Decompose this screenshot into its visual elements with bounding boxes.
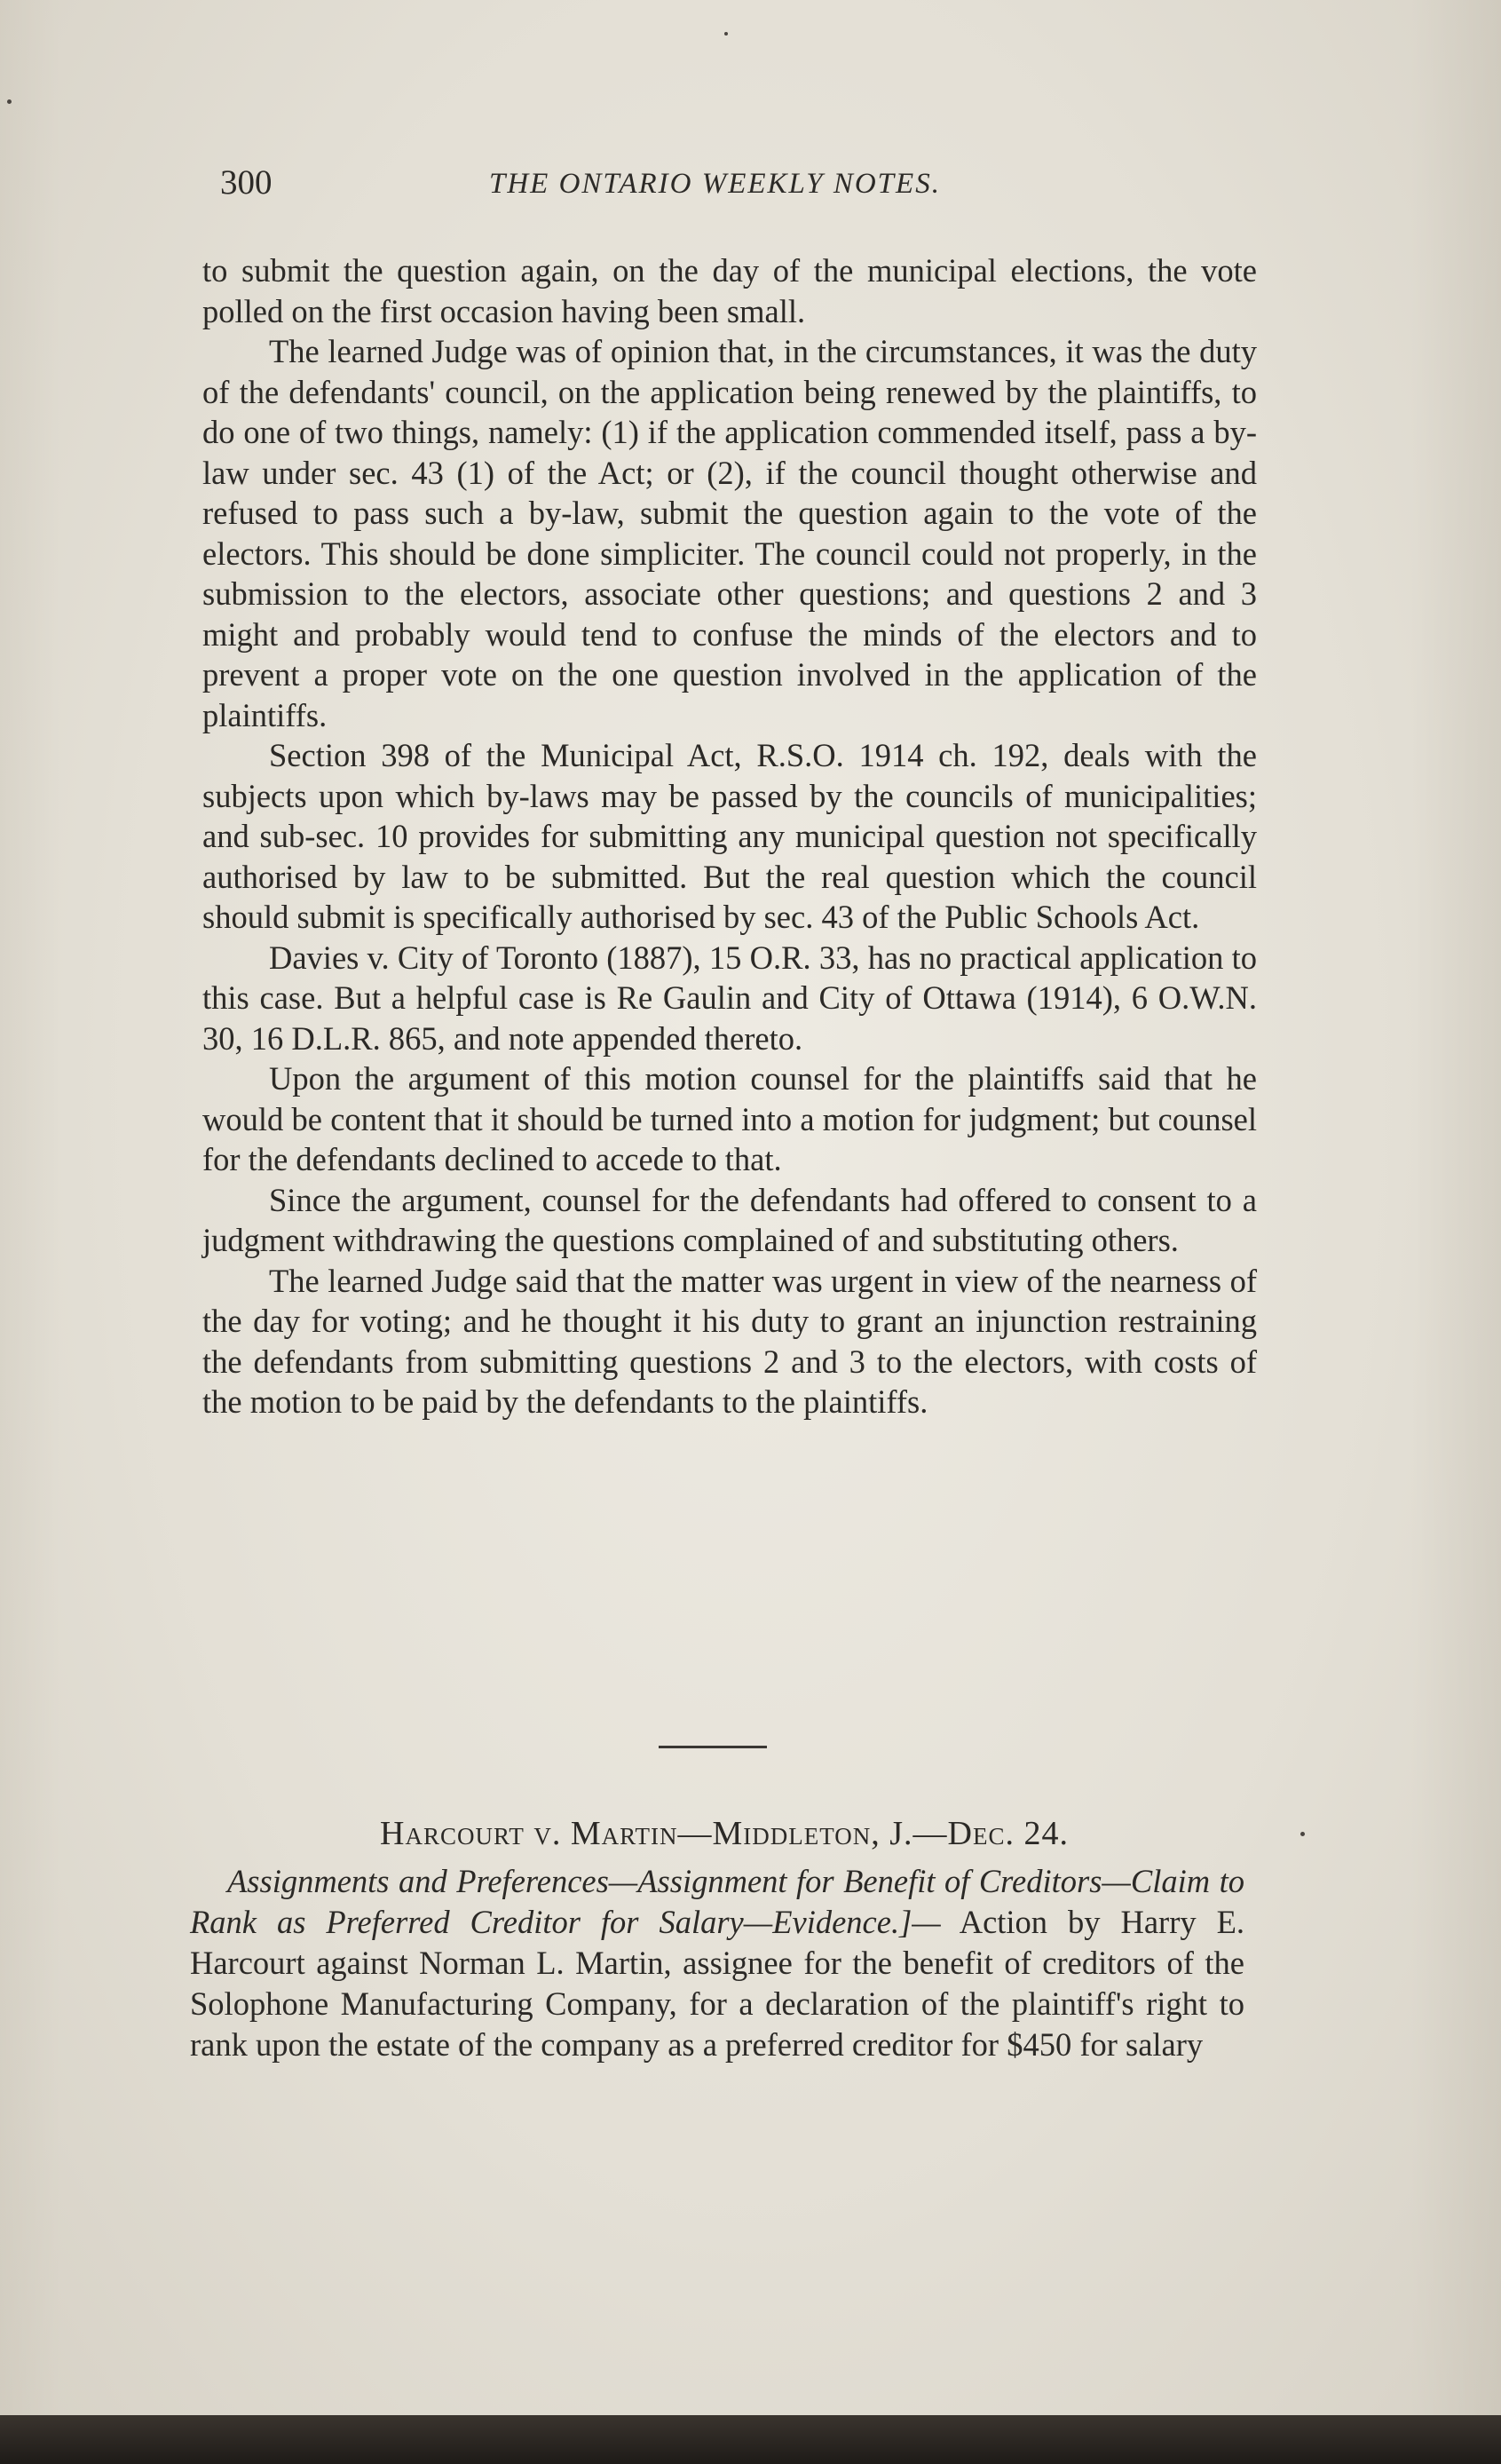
case-paragraph <box>190 1861 1244 2065</box>
paper-speck <box>724 32 728 36</box>
page-number: 300 <box>220 163 273 202</box>
paragraph: Upon the argument of this motion counsel for the plaintiffs said that he would be content that it should be turned into a motion for judgment; but counsel for the defendants declined to accede to that. <box>202 1060 1257 1177</box>
case-text: Action by Harry E. Harcourt against Norman L. Martin, assignee for the benefit of creditors of the Solophone Manufacturing Company, for a declaration of the plaintiff's right to rank upon the estate of the company as a preferred creditor for $450 for salary <box>190 1904 1244 2063</box>
paragraph: The learned Judge was of opinion that, in the circumstances, it was the duty of the defendants' council, on the application being renewed by the plaintiffs, to do one of two things, namely: (1) if the application commended itself, pass a by-law under sec. 43 (1) of the Act; or (2), if the council thought otherwise and refused to pass such a by-law, submit the question again to the vote of the electors. This should be done simpliciter. The council could not properly, in the submission to the electors, associate other questions; and questions 2 and 3 might and probably would tend to confuse the minds of the electors and to prevent a proper vote on the one question involved in the application of the plaintiffs. <box>202 333 1257 733</box>
body-text <box>202 250 1257 1422</box>
paragraph: Davies v. City of Toronto (1887), 15 O.R. 33, has no practical application to this case. But a helpful case is Re Gaulin and City of Ottawa (1914), 6 O.W.N. 30, 16 D.L.R. 865, and note appended thereto. <box>202 939 1257 1057</box>
running-title: THE ONTARIO WEEKLY NOTES. <box>489 168 941 200</box>
scan-border <box>0 2415 1501 2464</box>
paragraph: The learned Judge said that the matter was urgent in view of the nearness of the day for voting; and he thought it his duty to grant an injunction restraining the defendants from submitting questions 2 and 3 to the electors, with costs of the motion to be paid by the defendants to the plaintiffs. <box>202 1262 1257 1420</box>
page-header <box>220 162 1019 216</box>
case-summary <box>190 1861 1244 2065</box>
catchwords: Assignments and Preferences—Assignment for Benefit of Creditors—Claim to Rank as Preferred Creditor for Salary—Evidence.]— <box>190 1863 1244 1940</box>
case-heading: Harcourt v. Martin—Middleton, J.—Dec. 24. <box>380 1815 1069 1852</box>
paragraph: to submit the question again, on the day of the municipal elections, the vote polled on the first occasion having been small. <box>202 252 1257 329</box>
paragraph: Section 398 of the Municipal Act, R.S.O. 1914 ch. 192, deals with the subjects upon which by-laws may be passed by the councils of municipalities; and sub-sec. 10 provides for submitting any municipal question not specifically authorised by law to be submitted. But the real question which the council should submit is specifically authorised by sec. 43 of the Public Schools Act. <box>202 737 1257 935</box>
section-divider <box>659 1746 767 1748</box>
paper-speck <box>7 99 12 104</box>
paper-speck <box>1300 1832 1305 1836</box>
paragraph: Since the argument, counsel for the defendants had offered to consent to a judgment withdrawing the questions complained of and substituting others. <box>202 1181 1257 1258</box>
